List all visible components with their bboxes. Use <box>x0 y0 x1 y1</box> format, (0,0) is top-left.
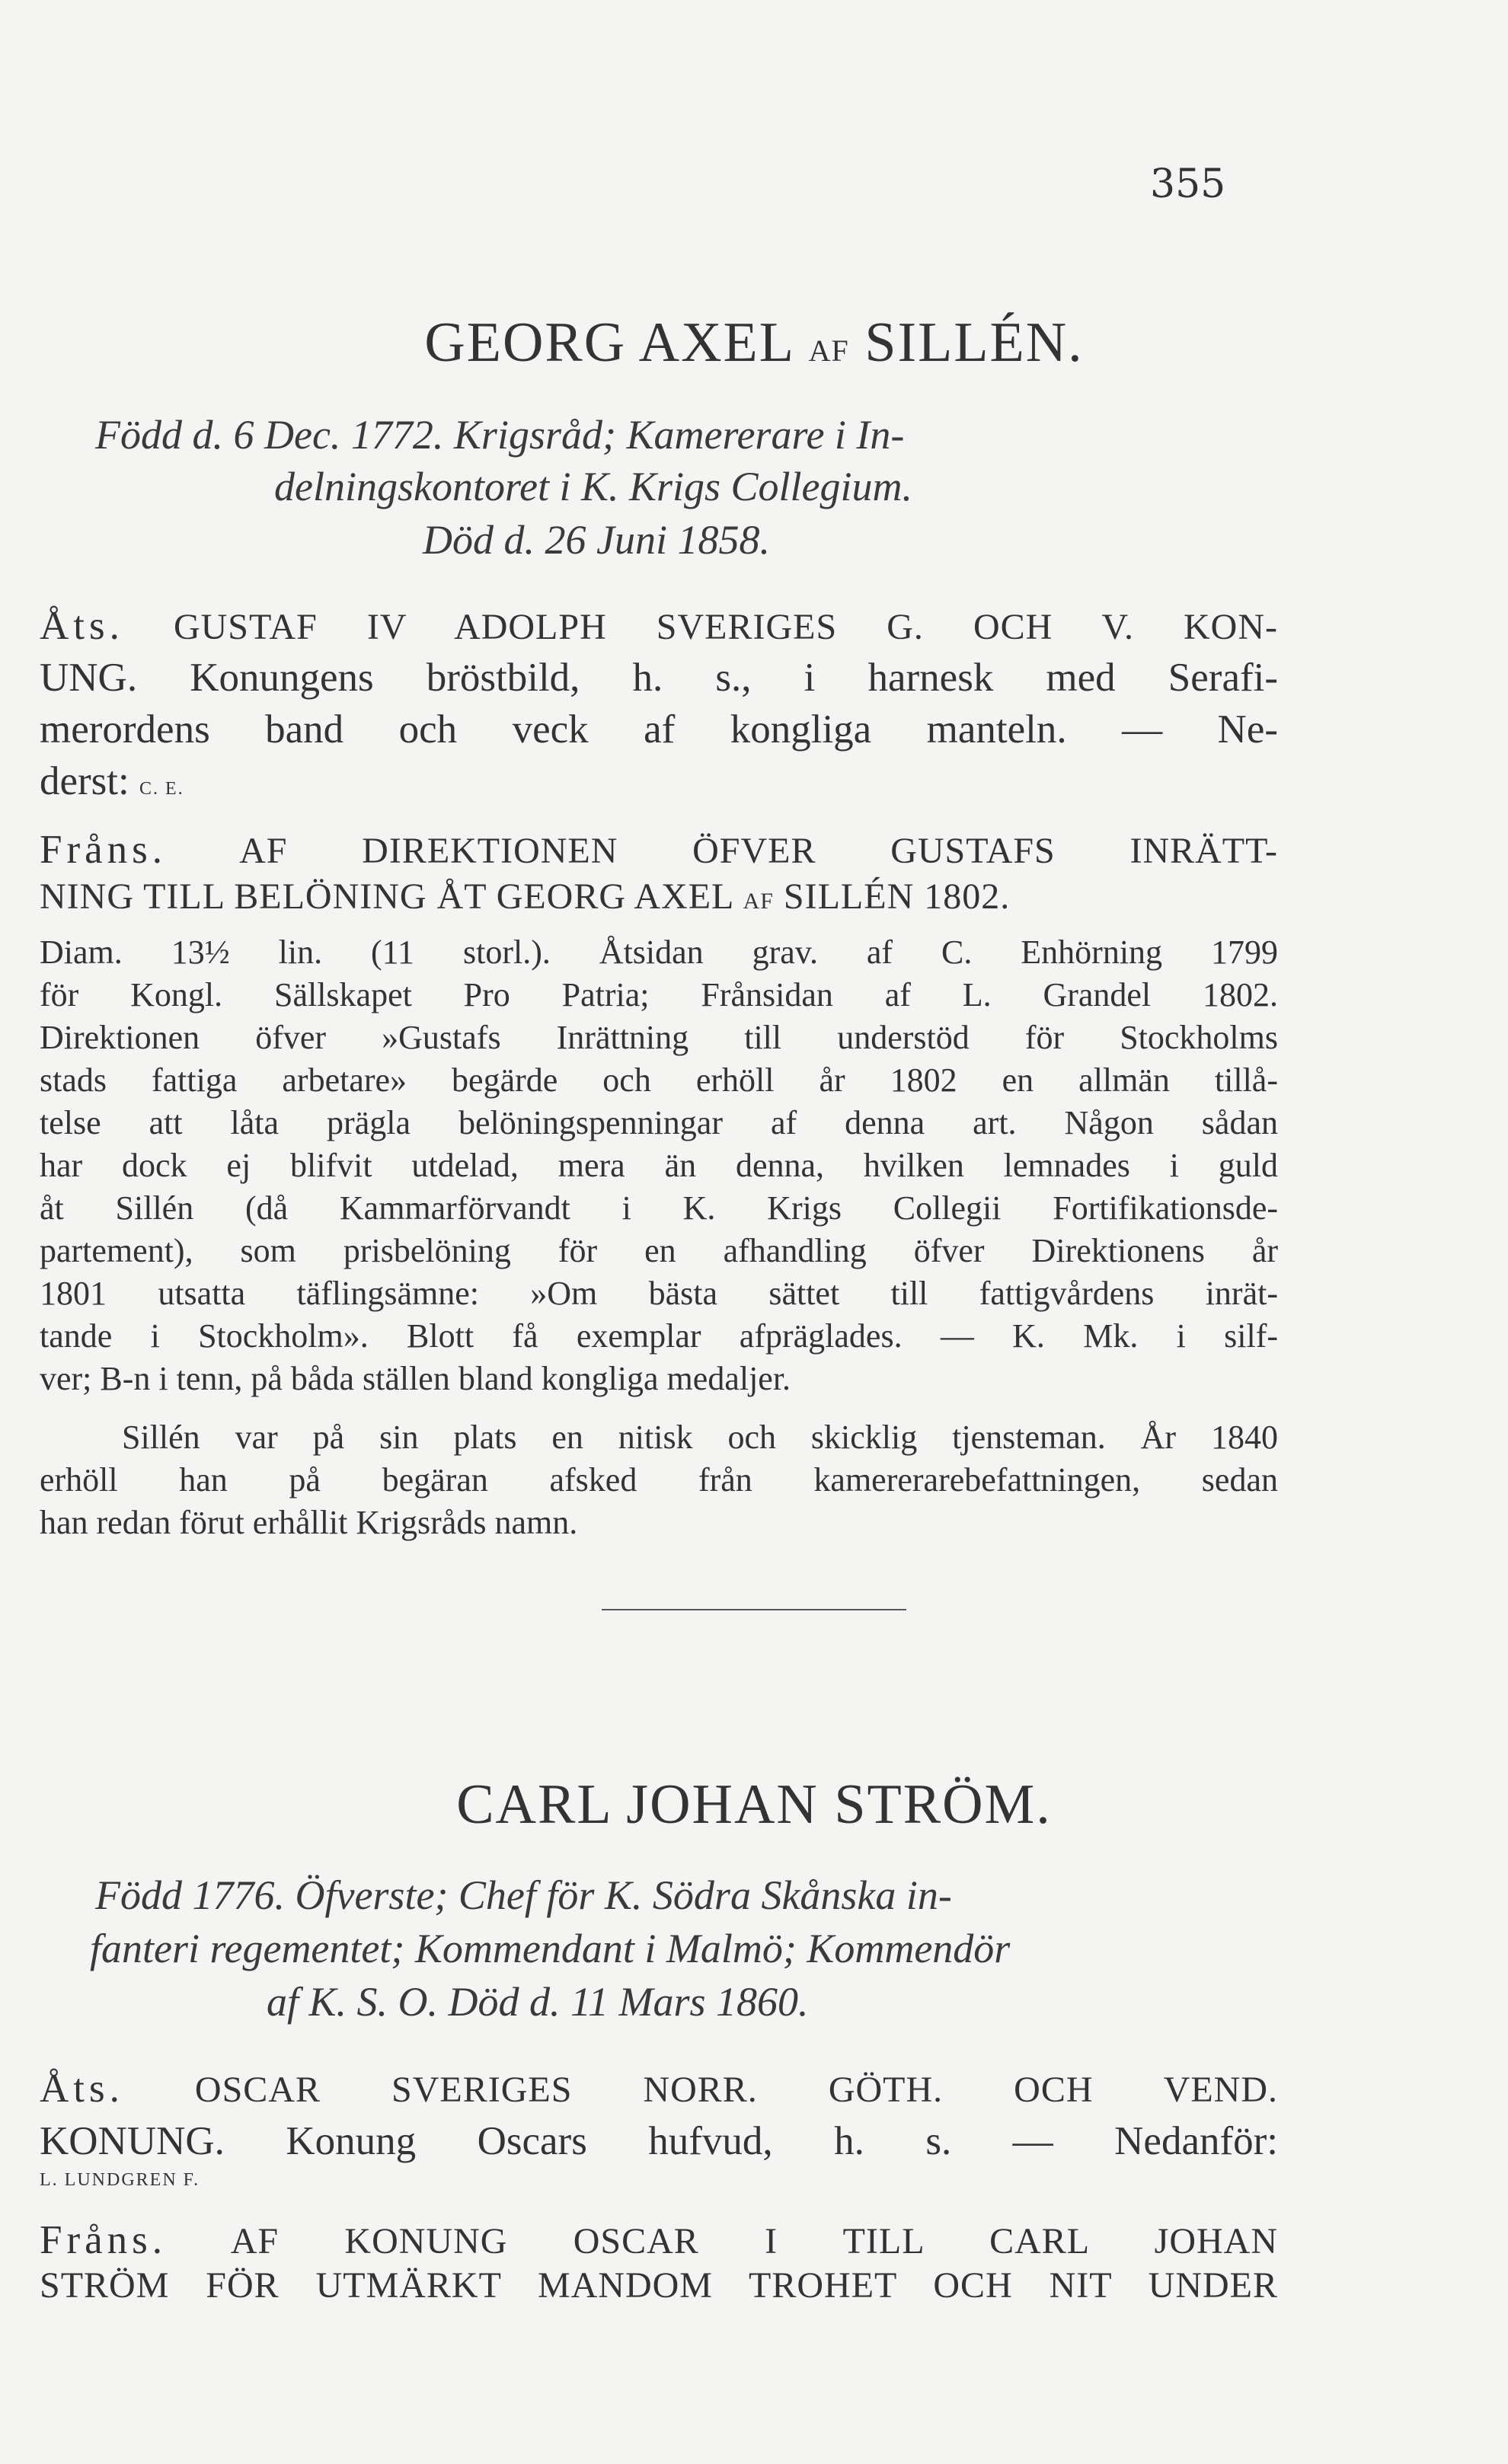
birth-line: Född 1776. Öfverste; Chef för K. Södra Skånska in- <box>95 1872 952 1918</box>
death-line: af K. S. O. Död d. 11 Mars 1860. <box>267 1979 809 2025</box>
body-line: ver; B-n i tenn, på båda ställen bland kongliga medaljer. <box>40 1360 791 1397</box>
engraver-signature: L. LUNDGREN F. <box>40 2170 200 2190</box>
entry-title: GEORG AXEL AF SILLÉN. <box>424 311 1084 374</box>
obverse-line: derst: C. E. <box>40 759 184 803</box>
reverse-line: NING TILL BELÖNING ÅT GEORG AXEL AF SILLÉN 1802. <box>40 876 1011 917</box>
body-line: erhöll han på begäran afsked från kamererarebefattningen, sedan <box>40 1461 1278 1499</box>
body-line: stads fattiga arbetare» begärde och erhöll år 1802 en allmän tillå- <box>40 1061 1278 1099</box>
section-divider <box>602 1609 906 1610</box>
entry-title: CARL JOHAN STRÖM. <box>456 1773 1052 1836</box>
death-line: Död d. 26 Juni 1858. <box>423 517 770 563</box>
body-line: har dock ej blifvit utdelad, mera än denna, hvilken lemnades i guld <box>40 1147 1278 1184</box>
obverse-line: Åts. GUSTAF IV ADOLPH SVERIGES G. OCH V. KON- <box>40 604 1278 648</box>
birth-line: Född d. 6 Dec. 1772. Krigsråd; Kamererare i In- <box>95 412 905 458</box>
page-number: 355 <box>1150 161 1226 207</box>
obverse-line: UNG. Konungens bröstbild, h. s., i harnesk med Serafi- <box>40 656 1278 700</box>
body-line: partement), som prisbelöning för en afhandling öfver Direktionens år <box>40 1232 1278 1269</box>
birth-line: delningskontoret i K. Krigs Collegium. <box>274 464 913 509</box>
obverse-line: KONUNG. Konung Oscars hufvud, h. s. — Nedanför: <box>40 2119 1278 2163</box>
body-line: Diam. 13½ lin. (11 storl.). Åtsidan grav. af C. Enhörning 1799 <box>40 934 1278 971</box>
body-line: Sillén var på sin plats en nitisk och skicklig tjensteman. År 1840 <box>122 1419 1278 1456</box>
body-line: åt Sillén (då Kammarförvandt i K. Krigs Collegii Fortifikationsde- <box>40 1189 1278 1227</box>
reverse-line: Fråns. AF KONUNG OSCAR I TILL CARL JOHAN <box>40 2218 1278 2262</box>
body-line: telse att låta prägla belöningspenningar af denna art. Någon sådan <box>40 1104 1278 1141</box>
obverse-line: Åts. OSCAR SVERIGES NORR. GÖTH. OCH VEND. <box>40 2067 1278 2111</box>
obverse-line: merordens band och veck af kongliga manteln. — Ne- <box>40 707 1278 752</box>
reverse-line: Fråns. AF DIREKTIONEN ÖFVER GUSTAFS INRÄTT- <box>40 828 1278 872</box>
body-line: Direktionen öfver »Gustafs Inrättning till understöd för Stockholms <box>40 1019 1278 1056</box>
body-line: han redan förut erhållit Krigsråds namn. <box>40 1504 578 1541</box>
body-line: för Kongl. Sällskapet Pro Patria; Frånsidan af L. Grandel 1802. <box>40 976 1278 1013</box>
body-line: tande i Stockholm». Blott få exemplar afpräglades. — K. Mk. i silf- <box>40 1317 1278 1355</box>
body-line: 1801 utsatta täflingsämne: »Om bästa sättet till fattigvårdens inrät- <box>40 1275 1278 1312</box>
reverse-line: STRÖM FÖR UTMÄRKT MANDOM TROHET OCH NIT UNDER <box>40 2265 1278 2306</box>
birth-line: fanteri regementet; Kommendant i Malmö; Kommendör <box>90 1926 1011 1971</box>
engraver-signature: C. E. <box>139 779 184 799</box>
